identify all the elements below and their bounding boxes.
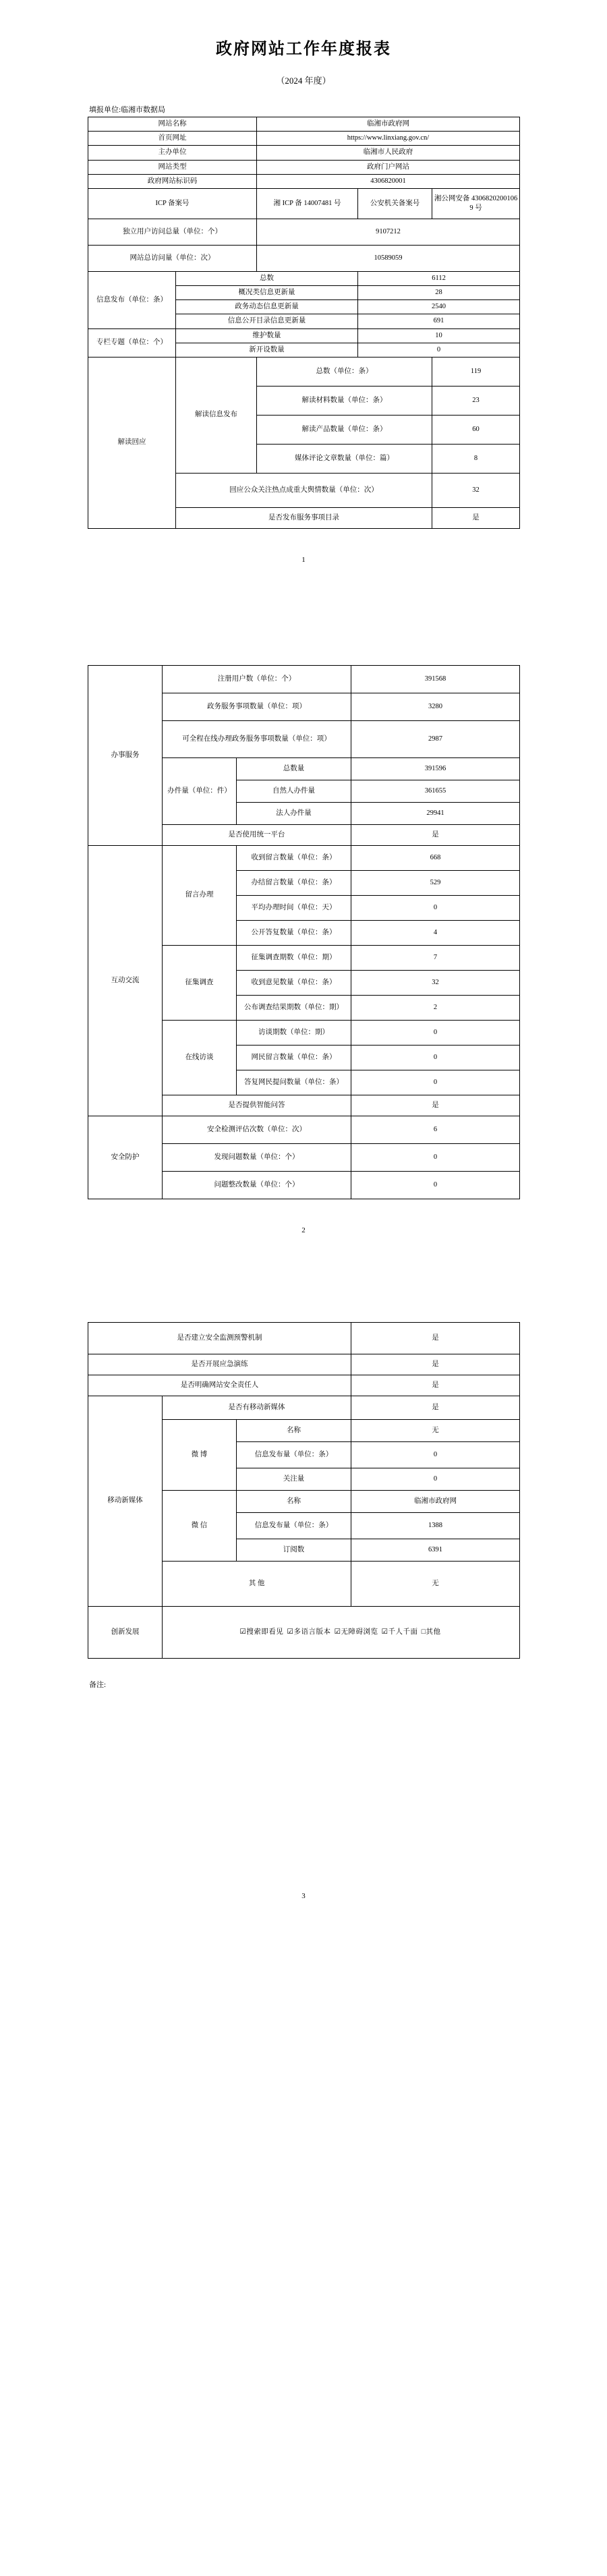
has-mobile-media-value: 是: [351, 1396, 520, 1419]
table-row: [88, 845, 520, 870]
page-number: 3: [301, 1891, 306, 1900]
page-title: 政府网站工作年度报表: [216, 40, 391, 58]
table-row: [88, 174, 520, 188]
checkbox-option-0[interactable]: [240, 1628, 284, 1637]
case-volume-label: 办件量（单位：件）: [163, 757, 237, 824]
smart-qa-value: 是: [351, 1095, 520, 1116]
row-label: 总数量: [237, 757, 351, 780]
table-row-icp: [88, 188, 520, 219]
wechat-label: 微 信: [163, 1490, 237, 1561]
row-label: 法人办件量: [237, 802, 351, 824]
checkbox-option-1[interactable]: [287, 1628, 331, 1637]
police-record-label: 公安机关备案号: [358, 188, 432, 219]
checkbox-label-1: 多语言版本: [293, 1628, 331, 1636]
row-label: 独立用户访问总量（单位：个）: [88, 219, 257, 245]
row-value: 391596: [351, 757, 520, 780]
page-number: 1: [301, 555, 306, 564]
checkbox-mark-3: ☑: [381, 1628, 388, 1636]
message-handling-label: 留言办理: [163, 845, 237, 945]
reporting-unit: 填报单位:临湘市数据局: [89, 106, 166, 114]
row-value: 6112: [358, 271, 520, 285]
row-value: 2: [351, 995, 520, 1020]
table-row: [88, 132, 520, 146]
row-value: 529: [351, 870, 520, 895]
handle-service-label: 办事服务: [88, 665, 163, 845]
doc-subtitle: （2024 年度）: [276, 76, 331, 86]
innovation-options: [163, 1606, 520, 1658]
other-media-label: 其 他: [163, 1561, 351, 1606]
page-gap: [0, 1261, 607, 1322]
row-value: 0: [351, 1468, 520, 1490]
row-label: 是否开展应急演练: [88, 1354, 351, 1375]
row-value: 0: [351, 895, 520, 920]
row-label: 信息公开目录信息更新量: [176, 314, 358, 328]
row-value: 是: [351, 1322, 520, 1354]
row-value: 0: [351, 1020, 520, 1045]
row-label: 公开答复数量（单位：条）: [237, 920, 351, 945]
row-label: 主办单位: [88, 146, 257, 160]
row-label: 网民留言数量（单位：条）: [237, 1045, 351, 1070]
row-label: 办结留言数量（单位：条）: [237, 870, 351, 895]
unified-platform-label: 是否使用统一平台: [163, 824, 351, 845]
smart-qa-label: 是否提供智能问答: [163, 1095, 351, 1116]
row-label: 网站名称: [88, 117, 257, 132]
row-label: 政务动态信息更新量: [176, 300, 358, 314]
row-value: 2987: [351, 720, 520, 757]
row-value: https://www.linxiang.gov.cn/: [257, 132, 520, 146]
row-label: 征集调查期数（单位：期）: [237, 945, 351, 970]
table-row: [88, 1116, 520, 1143]
survey-label: 征集调查: [163, 945, 237, 1020]
security-label: 安全防护: [88, 1116, 163, 1199]
row-value: 6391: [351, 1539, 520, 1561]
row-value: 29941: [351, 802, 520, 824]
checkbox-mark-1: ☑: [287, 1628, 294, 1636]
icp-value: 湘 ICP 备 14007481 号: [257, 188, 358, 219]
row-value: 2540: [358, 300, 520, 314]
row-label: 政府网站标识码: [88, 174, 257, 188]
row-value: 691: [358, 314, 520, 328]
row-value: 是: [351, 1354, 520, 1375]
special-column-label: 专栏专题（单位：个）: [88, 328, 176, 357]
row-label: 发现问题数量（单位：个）: [163, 1143, 351, 1171]
row-label: 收到留言数量（单位：条）: [237, 845, 351, 870]
row-value: 政府门户网站: [257, 160, 520, 174]
checkbox-label-4: 其他: [426, 1628, 441, 1636]
checkbox-label-3: 千人千面: [388, 1628, 418, 1636]
row-label: 信息发布量（单位：条）: [237, 1512, 351, 1539]
row-value: 0: [351, 1070, 520, 1095]
row-value: 391568: [351, 665, 520, 693]
hot-response-label: 回应公众关注热点成重大舆情数量（单位：次）: [176, 473, 432, 507]
row-value: 是: [351, 1375, 520, 1396]
interpretation-release-label: 解读信息发布: [176, 357, 257, 473]
row-value: 0: [351, 1171, 520, 1199]
table-row: [88, 328, 520, 343]
table-row: [88, 271, 520, 285]
row-label: 解读材料数量（单位：条）: [257, 386, 432, 415]
page-number: 2: [301, 1226, 306, 1234]
unified-platform-value: 是: [351, 824, 520, 845]
table-row: [88, 1375, 520, 1396]
row-value: 361655: [351, 780, 520, 802]
row-value: 4: [351, 920, 520, 945]
checkbox-label-0: 搜索即看见: [246, 1628, 284, 1636]
hot-response-value: 32: [432, 473, 520, 507]
checkbox-option-4[interactable]: [422, 1628, 441, 1637]
row-label: 概况类信息更新量: [176, 286, 358, 300]
service-catalog-value: 是: [432, 507, 520, 528]
page-3: [0, 1322, 607, 1927]
row-label: 新开设数量: [176, 343, 358, 357]
weibo-label: 微 博: [163, 1419, 237, 1490]
page-1: [0, 0, 607, 591]
row-label: 可全程在线办理政务服务事项数量（单位：项）: [163, 720, 351, 757]
row-label: 媒体评论文章数量（单位：篇）: [257, 444, 432, 473]
checkbox-label-2: 无障碍浏览: [341, 1628, 378, 1636]
row-label: 解读产品数量（单位：条）: [257, 415, 432, 444]
row-value: 32: [351, 970, 520, 995]
checkbox-mark-0: ☑: [239, 1628, 247, 1636]
row-value: 7: [351, 945, 520, 970]
row-label: 总数: [176, 271, 358, 285]
row-label: 网站类型: [88, 160, 257, 174]
innovation-label: 创新发展: [88, 1606, 163, 1658]
icp-label: ICP 备案号: [88, 188, 257, 219]
row-label: 订阅数: [237, 1539, 351, 1561]
row-label: 首页网址: [88, 132, 257, 146]
row-label: 注册用户数（单位：个）: [163, 665, 351, 693]
row-label: 关注量: [237, 1468, 351, 1490]
table-row: [88, 1354, 520, 1375]
row-label: 政务服务事项数量（单位：项）: [163, 693, 351, 720]
checkbox-mark-4: □: [421, 1628, 426, 1636]
row-label: 名称: [237, 1490, 351, 1512]
row-value: 23: [432, 386, 520, 415]
row-value: 临湘市政府网: [257, 117, 520, 132]
row-label: 问题整改数量（单位：个）: [163, 1171, 351, 1199]
row-value: 0: [351, 1143, 520, 1171]
row-value: 临湘市政府网: [351, 1490, 520, 1512]
other-media-value: 无: [351, 1561, 520, 1606]
row-label: 答复网民提问数量（单位：条）: [237, 1070, 351, 1095]
row-value: 60: [432, 415, 520, 444]
row-value: 10: [358, 328, 520, 343]
row-value: 119: [432, 357, 520, 386]
page-gap: [0, 591, 607, 665]
checkbox-option-3[interactable]: [382, 1628, 418, 1637]
table-row: [88, 117, 520, 132]
mobile-media-label: 移动新媒体: [88, 1396, 163, 1606]
table-row: [88, 160, 520, 174]
row-value: 4306820001: [257, 174, 520, 188]
row-value: 8: [432, 444, 520, 473]
row-label: 是否建立安全监测预警机制: [88, 1322, 351, 1354]
table-row: [88, 357, 520, 386]
checkbox-option-2[interactable]: [335, 1628, 378, 1637]
row-value: 28: [358, 286, 520, 300]
annual-report-table-part2: [88, 665, 520, 1199]
row-label: 自然人办件量: [237, 780, 351, 802]
row-value: 6: [351, 1116, 520, 1143]
row-value: 0: [358, 343, 520, 357]
row-label: 安全检测评估次数（单位：次）: [163, 1116, 351, 1143]
police-record-value: 湘公网安备 43068202001069 号: [432, 188, 520, 219]
table-row: [88, 146, 520, 160]
row-value: 0: [351, 1045, 520, 1070]
row-label: 访谈期数（单位：期）: [237, 1020, 351, 1045]
row-value: 9107212: [257, 219, 520, 245]
row-value: 10589059: [257, 245, 520, 271]
table-row: [88, 1396, 520, 1419]
interpretation-label: 解读回应: [88, 357, 176, 528]
row-value: 3280: [351, 693, 520, 720]
table-row: [88, 245, 520, 271]
table-row-innovation: [88, 1606, 520, 1658]
row-label: 信息发布量（单位：条）: [237, 1441, 351, 1468]
row-label: 是否明确网站安全责任人: [88, 1375, 351, 1396]
checkbox-mark-2: ☑: [334, 1628, 341, 1636]
table-row: [88, 665, 520, 693]
table-row: [88, 219, 520, 245]
has-mobile-media-label: 是否有移动新媒体: [163, 1396, 351, 1419]
page-2: [0, 665, 607, 1261]
remark-label: 备注:: [89, 1680, 107, 1689]
row-value: 0: [351, 1441, 520, 1468]
interaction-label: 互动交流: [88, 845, 163, 1116]
row-label: 公布调查结果期数（单位：期）: [237, 995, 351, 1020]
row-label: 名称: [237, 1419, 351, 1441]
row-label: 维护数量: [176, 328, 358, 343]
info-release-label: 信息发布（单位：条）: [88, 271, 176, 328]
row-value: 1388: [351, 1512, 520, 1539]
service-catalog-label: 是否发布服务事项目录: [176, 507, 432, 528]
row-value: 668: [351, 845, 520, 870]
row-label: 网站总访问量（单位：次）: [88, 245, 257, 271]
row-label: 总数（单位：条）: [257, 357, 432, 386]
row-label: 收到意见数量（单位：条）: [237, 970, 351, 995]
annual-report-table-part3: [88, 1322, 520, 1659]
row-value: 临湘市人民政府: [257, 146, 520, 160]
row-value: 无: [351, 1419, 520, 1441]
annual-report-table-part1: [88, 117, 520, 529]
row-label: 平均办理时间（单位：天）: [237, 895, 351, 920]
table-row: [88, 1322, 520, 1354]
online-interview-label: 在线访谈: [163, 1020, 237, 1095]
